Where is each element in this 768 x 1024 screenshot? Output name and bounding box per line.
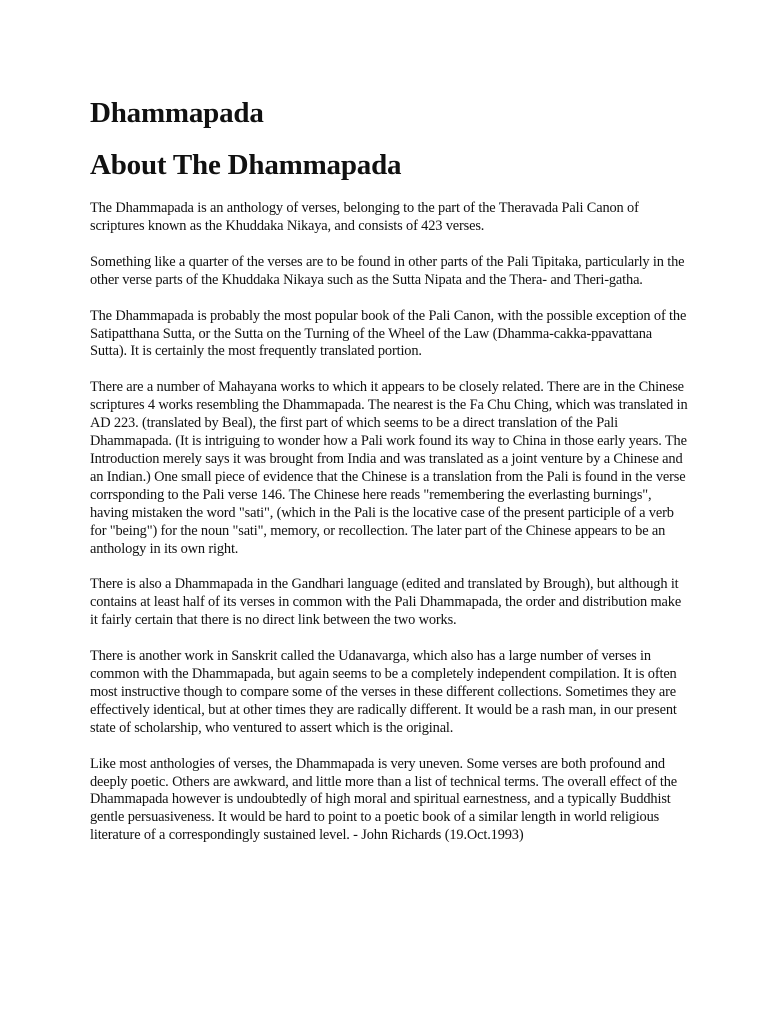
paragraph-gandhari: There is also a Dhammapada in the Gandhari language (edited and translated by Brough), but although it contains at least half of its verses in common with the Pali Dhammapada, the order and distribution make it fairly certain that there is no direct link between the two works. [90,576,682,629]
paragraph-popularity: The Dhammapada is probably the most popular book of the Pali Canon, with the possible exception of the Satipatthana Sutta, or the Sutta on the Turning of the Wheel of the Law (Dhamma-cakka-ppavattana Sutta). It is certainly the most frequently translated portion. [90,307,687,360]
paragraph-chinese-works: There are a number of Mahayana works to which it appears to be closely related. There are in the Chinese scriptures 4 works resembling the Dhammapada. The nearest is the Fa Chu Ching, which was translated in AD 223. (translated by Beal), the first part of which seems to be a direct translation of the Pali Dhammapada. (It is intriguing to wonder how a Pali work found its way to China in those early years. The Introduction merely says it was brought from India and was translated as a joint venture by a Chinese and an Indian.) One small piece of evidence that the Chinese is a translation from the Pali is found in the verse corrsponding to the Pali verse 146. The Chinese here reads "remembering the everlasting burnings", having mistaken the word "sati", (which in the Pali is the locative case of the present participle of a verb for "being") for the noun "sati", memory, or recollection. The later part of the Chinese appears to be an anthology in its own right. [90,379,688,557]
paragraph-conclusion: Like most anthologies of verses, the Dhammapada is very uneven. Some verses are both profound and deeply poetic. Others are awkward, and little more than a list of technical terms. The overall effect of the Dhammapada however is undoubtedly of high moral and spiritual earnestness, and a typically Buddhist gentle persuasiveness. It would be hard to point to a poetic book of a similar length in world religious literature of a correspondingly sustained level. - John Richards (19.Oct.1993) [90,755,678,844]
section-heading: About The Dhammapada [90,149,402,181]
paragraph-tipitaka: Something like a quarter of the verses are to be found in other parts of the Pali Tipitaka, particularly in the other verse parts of the Khuddaka Nikaya such as the Sutta Nipata and the Thera- and Theri-gatha. [90,253,685,288]
document-page [90,96,690,863]
document-title: Dhammapada [90,97,264,129]
paragraph-udanavarga: There is another work in Sanskrit called the Udanavarga, which also has a large number of verses in common with the Dhammapada, but again seems to be a completely independent compilation. It is often most instructive though to compare some of the verses in these different collections. Sometimes they are effectively identical, but at other times they are radically different. It would be a rash man, in our present state of scholarship, who ventured to assert which is the original. [90,648,677,736]
paragraph-anthology: The Dhammapada is an anthology of verses, belonging to the part of the Theravada Pali Canon of scriptures known as the Khuddaka Nikaya, and consists of 423 verses. [90,200,639,234]
